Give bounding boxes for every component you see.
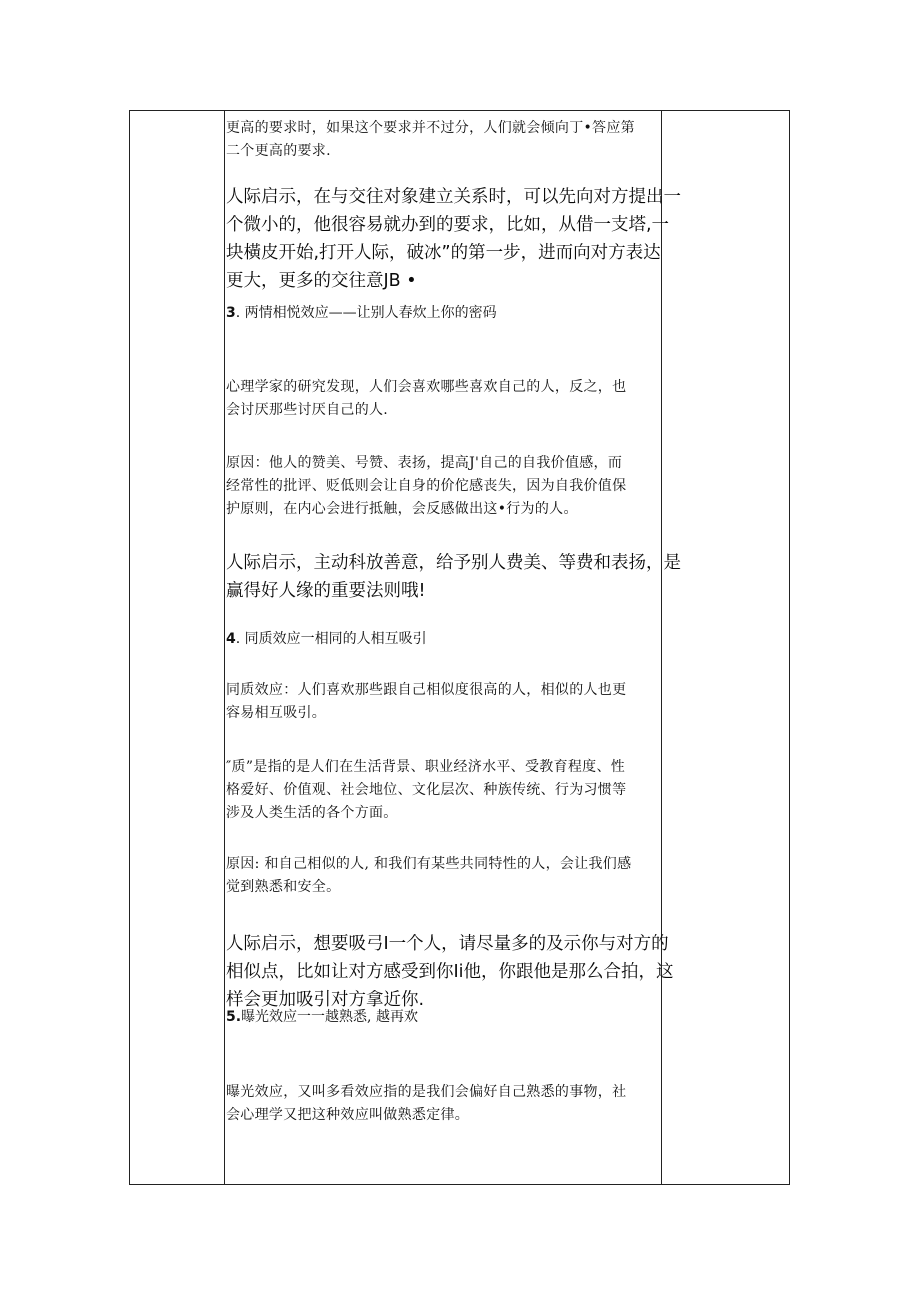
section-number: 4: [226, 631, 236, 647]
text-line: 同质效应：人们喜欢那些跟自己相似度很高的人，相似的人也更: [226, 682, 627, 698]
text-line: 曝光效应，又叫多看效应指的是我们会偏好自己熟悉的事物，社: [226, 1084, 627, 1100]
text-line: 会心理学又把这种效应叫做熟悉定律。: [226, 1107, 470, 1123]
highlight-paragraph: [226, 183, 681, 295]
text-line: 相似点，比如让对方感受到你Ii他，你跟他是那么合拍，这: [226, 962, 674, 982]
text-line: 赢得好人缘的重要法则哦!: [226, 581, 426, 601]
text-line: 原因：他人的赞美、号赞、表扬，提高J'自己的自我价值感，而: [226, 455, 623, 471]
text-line: 样会更加吸引对方拿近你.: [226, 990, 425, 1010]
text-line: 人际启示，在与交往对象建立关系时，可以先向对方提出一: [226, 187, 681, 207]
section-heading: [226, 1006, 658, 1028]
paragraph: [226, 679, 658, 725]
column-divider-left: [224, 111, 225, 1184]
text-line: 更大，更多的交往意JB •: [226, 271, 417, 291]
section-title: 曝光效应一一越熟悉, 越再欢: [241, 1009, 418, 1025]
section-heading: [226, 302, 658, 324]
highlight-paragraph: [226, 930, 674, 1014]
text-line: 人际启示，主动科放善意，给予别人费美、等费和表扬，是: [226, 553, 681, 573]
section-heading: [226, 628, 658, 650]
section-title: . 同质效应一相同的人相互吸引: [235, 631, 427, 647]
document-table: [129, 110, 790, 1185]
paragraph: [226, 1081, 658, 1127]
highlight-paragraph: [226, 549, 681, 605]
paragraph: [226, 117, 658, 163]
column-divider-right: [661, 111, 662, 1184]
paragraph: [226, 756, 658, 825]
text-line: 个微小的，他很容易就办到的要求，比如，从借一支塔,一: [226, 215, 670, 235]
paragraph: [226, 452, 658, 521]
section-number: 3: [226, 305, 236, 321]
paragraph: [226, 853, 658, 899]
text-line: 会讨厌那些讨厌自己的人.: [226, 402, 389, 418]
text-line: 心理学家的研究发现，人们会喜欢哪些喜欢自己的人，反之，也: [226, 379, 627, 395]
paragraph: [226, 376, 658, 422]
text-line: 护原则，在内心会进行抵触，会反感做出这•行为的人。: [226, 501, 578, 517]
text-line: 经常性的批评、贬低则会让自身的价佗感丧失，因为自我价值保: [226, 478, 627, 494]
section-title: . 两情相悦效应——让别人春炊上你的密码: [235, 305, 497, 321]
text-line: 觉到熟悉和安全。: [226, 879, 341, 895]
text-line: 格爱好、价值观、社会地位、文化层次、种族传统、行为习惯等: [226, 782, 627, 798]
text-line: 容易相互吸引。: [226, 705, 327, 721]
text-line: 二个更高的要求.: [226, 143, 331, 159]
text-line: 人际启示，想要吸弓I一个人，请尽量多的及示你与对方的: [226, 934, 669, 954]
section-number: 5.: [226, 1009, 242, 1025]
text-line: 更高的要求时，如果这个要求并不过分，人们就会倾向丁•答应第: [226, 120, 635, 136]
text-line: 原因: 和自己相似的人, 和我们有某些共同特性的人，会让我们感: [226, 856, 632, 872]
text-line: 涉及人类生活的各个方面。: [226, 805, 398, 821]
text-line: 块橫皮开始,打开人际，破冰”的第一步，进而向对方表达: [226, 243, 661, 263]
text-line: ″质”是指的是人们在生活背景、职业经济水平、受教育程度、性: [226, 759, 626, 775]
